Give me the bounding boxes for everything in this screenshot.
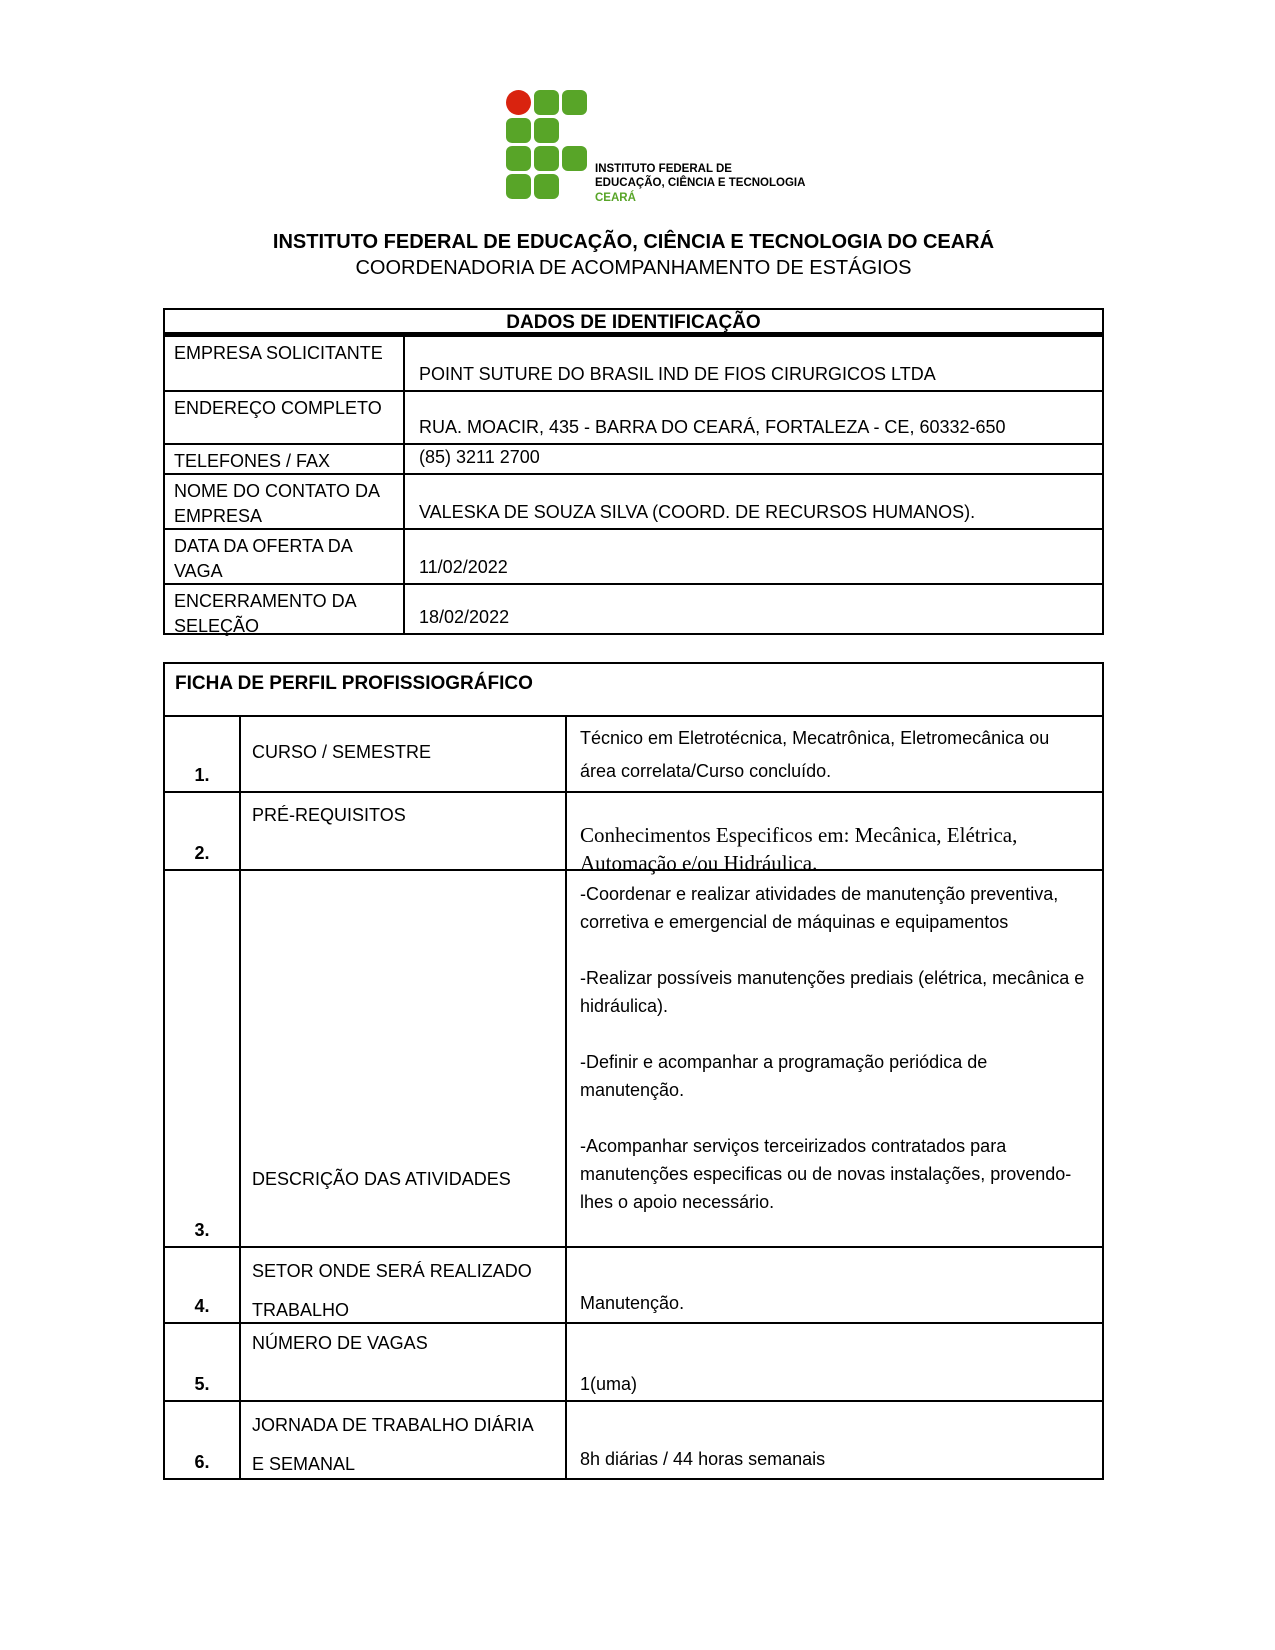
table-row-contato	[165, 473, 1102, 528]
table-row-jornada	[165, 1400, 1102, 1478]
row-value: 11/02/2022	[419, 557, 508, 577]
row-label-line: JORNADA DE TRABALHO DIÁRIA	[252, 1415, 534, 1435]
row-label	[165, 475, 405, 528]
row-label-line: TELEFONES / FAX	[174, 451, 331, 471]
row-label	[241, 793, 567, 869]
logo-green-square	[506, 174, 531, 199]
row-label	[165, 445, 405, 473]
row-label	[165, 392, 405, 443]
table-row-empresa	[165, 337, 1102, 390]
row-number: 6.	[165, 1402, 241, 1478]
logo-squares-grid	[506, 90, 587, 199]
logo-empty-cell	[562, 174, 587, 199]
row-label-line: DATA DA OFERTA DA	[174, 536, 353, 556]
row-value: 18/02/2022	[419, 607, 510, 627]
row-value	[567, 717, 1102, 791]
identification-table-title: DADOS DE IDENTIFICAÇÃO	[165, 310, 1102, 337]
ifce-logo	[506, 90, 806, 204]
row-value: 8h diárias / 44 horas semanais	[580, 1449, 826, 1469]
table-row-encerramento	[165, 583, 1102, 636]
row-label-line: SETOR ONDE SERÁ REALIZADO	[252, 1261, 532, 1281]
table-row-data-oferta	[165, 528, 1102, 583]
logo-red-circle	[506, 90, 531, 115]
logo-text-line2: EDUCAÇÃO, CIÊNCIA E TECNOLOGIA	[595, 177, 806, 189]
logo-green-square	[534, 118, 559, 143]
row-number: 5.	[165, 1324, 241, 1400]
activity-paragraph: -Coordenar e realizar atividades de manutenção preventiva, corretiva e emergencial de máquinas e equipamentos	[580, 884, 1059, 932]
row-number: 1.	[165, 717, 241, 791]
logo-text-ceara: CEARÁ	[595, 191, 636, 204]
logo-green-square	[506, 146, 531, 171]
logo-wordmark	[595, 162, 805, 206]
row-label	[165, 585, 405, 636]
row-label	[165, 337, 405, 390]
page-title: INSTITUTO FEDERAL DE EDUCAÇÃO, CIÊNCIA E TECNOLOGIA DO CEARÁ	[272, 231, 995, 253]
row-label-line: PRÉ-REQUISITOS	[252, 805, 406, 825]
row-value	[567, 871, 1102, 1246]
row-label-line: CURSO / SEMESTRE	[252, 742, 432, 762]
table-row-telefones	[165, 443, 1102, 473]
row-label	[165, 530, 405, 583]
table-row-endereco	[165, 390, 1102, 443]
document-header	[163, 230, 1104, 280]
row-label	[241, 1324, 567, 1400]
row-value: Manutenção.	[580, 1293, 685, 1313]
row-value: POINT SUTURE DO BRASIL IND DE FIOS CIRURGICOS LTDA	[419, 364, 936, 384]
logo-green-square	[534, 146, 559, 171]
activity-paragraph: -Realizar possíveis manutenções prediais (elétrica, mecânica e hidráulica).	[580, 968, 1085, 1016]
row-value: RUA. MOACIR, 435 - BARRA DO CEARÁ, FORTALEZA - CE, 60332-650	[419, 417, 1006, 437]
logo-green-square	[534, 90, 559, 115]
row-label-line: EMPRESA SOLICITANTE	[174, 343, 383, 363]
table-row-curso	[165, 715, 1102, 791]
logo-empty-cell	[562, 118, 587, 143]
row-label-line: EMPRESA	[174, 506, 263, 526]
row-number: 4.	[165, 1248, 241, 1322]
logo-green-square	[506, 118, 531, 143]
row-label-line: ENDEREÇO COMPLETO	[174, 398, 382, 418]
table-row-vagas	[165, 1322, 1102, 1400]
activity-paragraph: -Acompanhar serviços terceirizados contratados para manutenções especificas ou de novas instalações, provendo-lhes o apoio necessário.	[580, 1136, 1072, 1212]
logo-green-square	[562, 90, 587, 115]
row-number: 3.	[165, 871, 241, 1246]
logo-green-square	[534, 174, 559, 199]
row-value: (85) 3211 2700	[419, 447, 540, 467]
row-label	[241, 717, 567, 791]
table-row-setor	[165, 1246, 1102, 1322]
row-label-line: E SEMANAL	[252, 1454, 356, 1474]
row-label	[241, 1248, 567, 1322]
row-label-line: NOME DO CONTATO DA	[174, 481, 381, 501]
table-row-prerequisitos	[165, 791, 1102, 875]
row-label-line: TRABALHO	[252, 1300, 350, 1320]
row-value: VALESKA DE SOUZA SILVA (COORD. DE RECURSOS HUMANOS).	[419, 502, 976, 522]
row-label-line: DESCRIÇÃO DAS ATIVIDADES	[252, 1169, 511, 1189]
row-label	[241, 1402, 567, 1478]
row-value: 1(uma)	[580, 1374, 638, 1394]
row-number: 2.	[165, 793, 241, 869]
row-label-line: SELEÇÃO	[174, 616, 260, 636]
row-label	[241, 871, 567, 1246]
row-label-line: NÚMERO DE VAGAS	[252, 1333, 428, 1353]
page-subtitle: COORDENADORIA DE ACOMPANHAMENTO DE ESTÁGIOS	[355, 257, 912, 279]
row-label-line: ENCERRAMENTO DA	[174, 591, 357, 611]
row-value-line: Técnico em Eletrotécnica, Mecatrônica, Eletromecânica ou	[580, 728, 1050, 748]
profile-table	[163, 662, 1104, 1480]
logo-green-square	[562, 146, 587, 171]
row-value-line: área correlata/Curso concluído.	[580, 761, 832, 781]
row-value: Conhecimentos Especificos em: Mecânica, Elétrica, Automação e/ou Hidráulica.	[580, 823, 1018, 875]
identification-table	[163, 308, 1104, 635]
table-row-descricao	[165, 869, 1102, 1246]
activity-paragraph: -Definir e acompanhar a programação periódica de manutenção.	[580, 1052, 988, 1100]
profile-table-title: FICHA DE PERFIL PROFISSIOGRÁFICO	[175, 673, 533, 694]
row-label-line: VAGA	[174, 561, 223, 581]
logo-text-line1: INSTITUTO FEDERAL DE	[595, 162, 732, 175]
